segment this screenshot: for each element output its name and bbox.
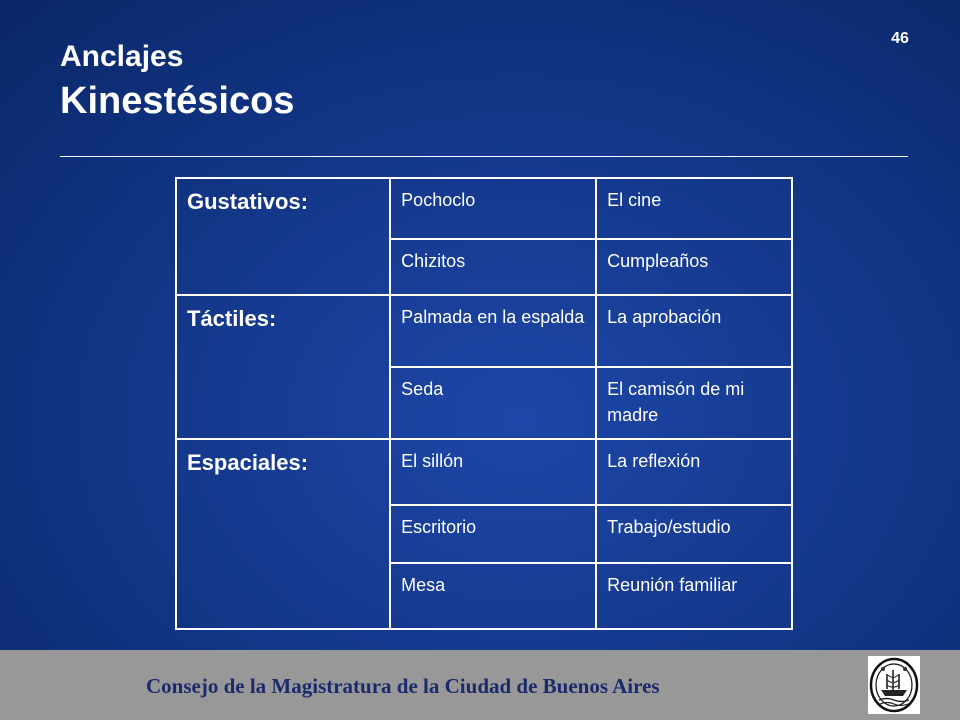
footer-bar: [0, 650, 960, 720]
category-cell: Espaciales:: [176, 439, 390, 629]
table-cell: El sillón: [390, 439, 596, 505]
table-cell: Mesa: [390, 563, 596, 629]
table-cell: Seda: [390, 367, 596, 439]
title-line-2: Kinestésicos: [60, 80, 295, 122]
table-cell: El cine: [596, 178, 792, 239]
footer-text: Consejo de la Magistratura de la Ciudad de Buenos Aires: [146, 674, 660, 698]
anchors-table: [175, 177, 793, 630]
table-cell: Escritorio: [390, 505, 596, 563]
table-cell: La reflexión: [596, 439, 792, 505]
table-cell: Cumpleaños: [596, 239, 792, 295]
table-row: [176, 178, 792, 239]
table-cell: Palmada en la espalda: [390, 295, 596, 367]
table-cell: Chizitos: [390, 239, 596, 295]
table-row: [176, 439, 792, 505]
category-cell: Gustativos:: [176, 178, 390, 295]
category-cell: Táctiles:: [176, 295, 390, 439]
city-seal-icon: [868, 656, 920, 714]
table-cell: Reunión familiar: [596, 563, 792, 629]
title-line-1: Anclajes: [60, 40, 184, 73]
table-cell: Trabajo/estudio: [596, 505, 792, 563]
table-cell: El camisón de mi madre: [596, 367, 792, 439]
table-row: [176, 295, 792, 367]
table-cell: Pochoclo: [390, 178, 596, 239]
page-number: 46: [891, 30, 909, 47]
title-divider: [60, 156, 908, 157]
table-cell: La aprobación: [596, 295, 792, 367]
